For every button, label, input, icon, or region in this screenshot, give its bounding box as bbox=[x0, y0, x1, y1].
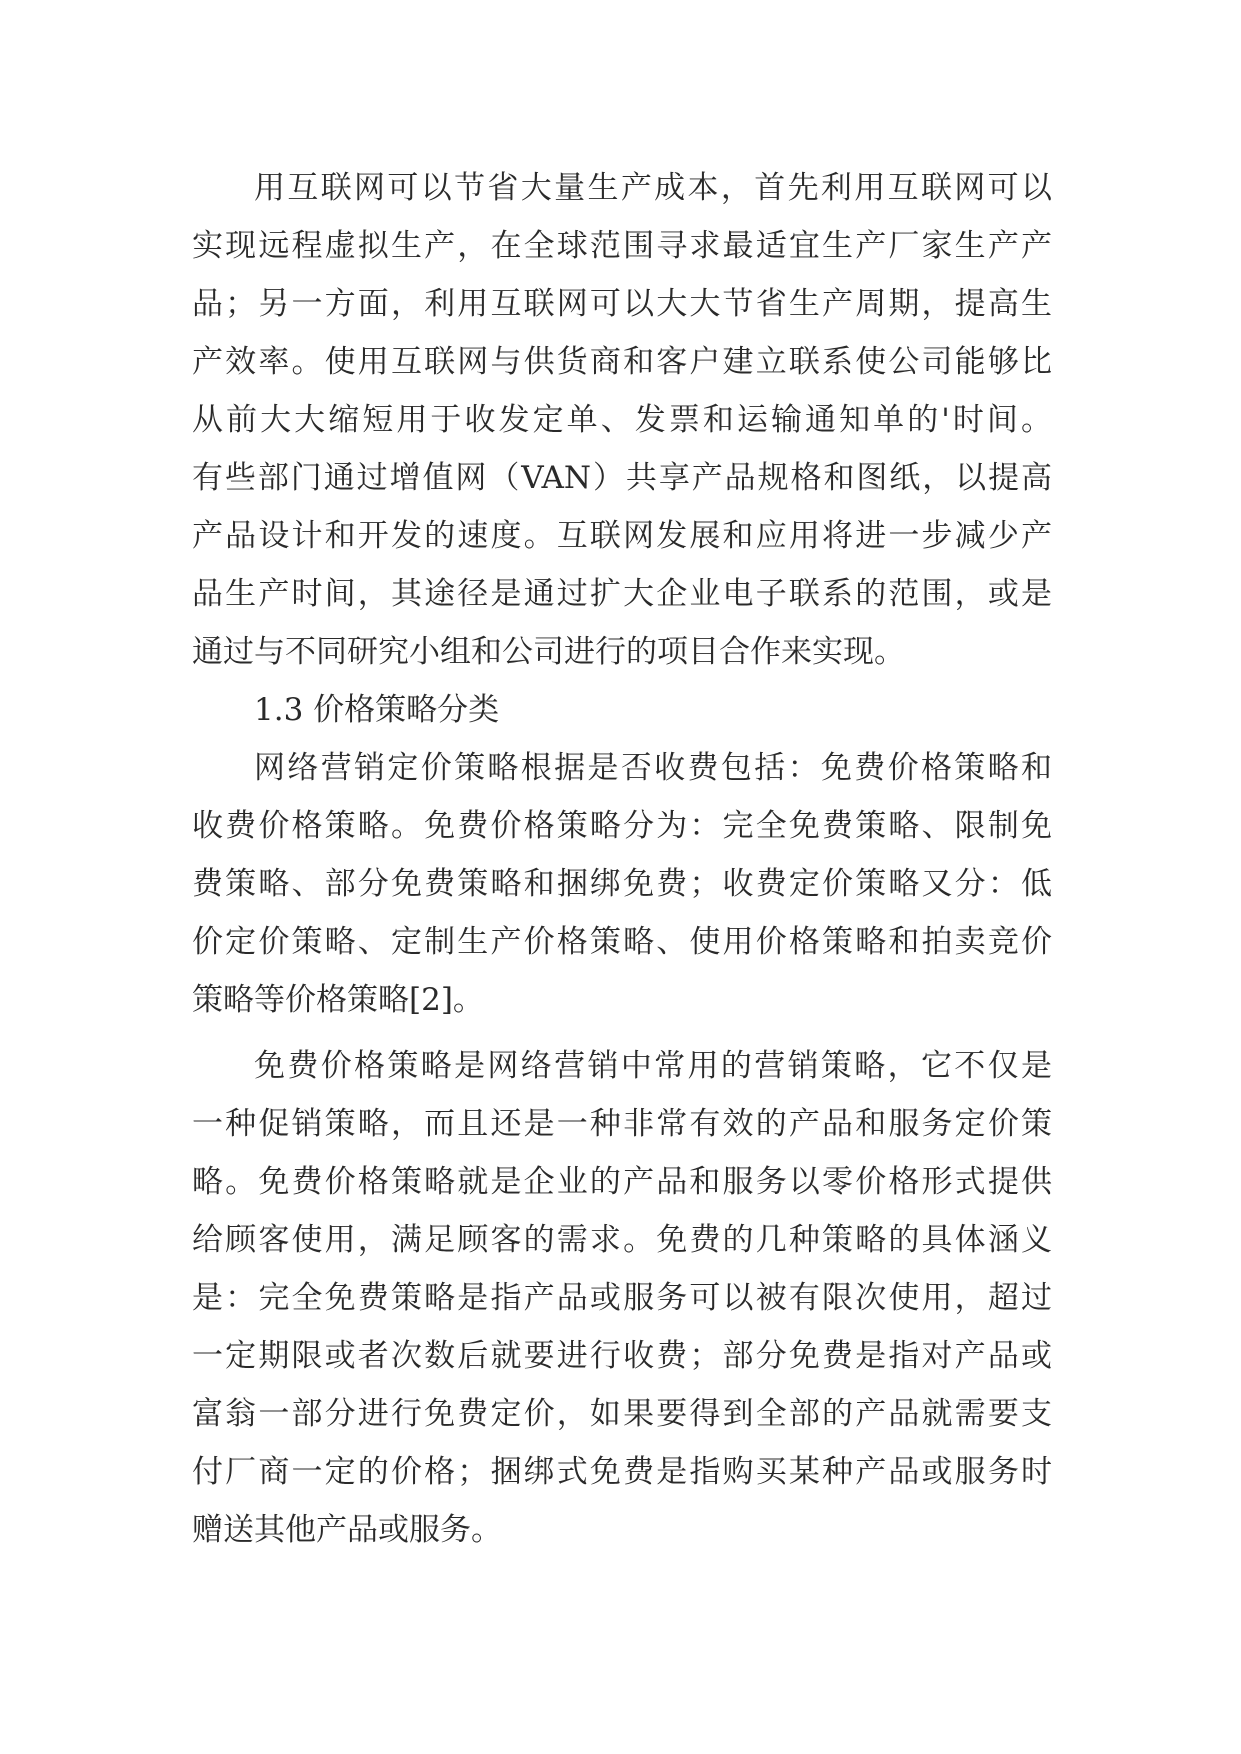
paragraph-line: 网络营销定价策略根据是否收费包括：免费价格策略和 bbox=[254, 750, 1052, 786]
paragraph-line: 付厂商一定的价格；捆绑式免费是指购买某种产品或服务时 bbox=[192, 1454, 1052, 1490]
paragraph-line: 产效率。使用互联网与供货商和客户建立联系使公司能够比 bbox=[192, 344, 1052, 380]
paragraph-line: 是：完全免费策略是指产品或服务可以被有限次使用，超过 bbox=[192, 1280, 1052, 1316]
paragraph-line: 产品设计和开发的速度。互联网发展和应用将进一步减少产 bbox=[192, 518, 1052, 554]
paragraph-line: 品；另一方面，利用互联网可以大大节省生产周期，提高生 bbox=[192, 286, 1052, 322]
paragraph-line: 品生产时间，其途径是通过扩大企业电子联系的范围，或是 bbox=[192, 576, 1052, 612]
paragraph-line: 一种促销策略，而且还是一种非常有效的产品和服务定价策 bbox=[192, 1106, 1052, 1142]
paragraph-line: 收费价格策略。免费价格策略分为：完全免费策略、限制免 bbox=[192, 808, 1052, 844]
paragraph-line: 免费价格策略是网络营销中常用的营销策略，它不仅是 bbox=[254, 1048, 1052, 1084]
paragraph-line: 价定价策略、定制生产价格策略、使用价格策略和拍卖竞价 bbox=[192, 924, 1052, 960]
paragraph-line: 费策略、部分免费策略和捆绑免费；收费定价策略又分：低 bbox=[192, 866, 1052, 902]
paragraph-line: 富翁一部分进行免费定价，如果要得到全部的产品就需要支 bbox=[192, 1396, 1052, 1432]
paragraph-line: 从前大大缩短用于收发定单、发票和运输通知单的'时间。 bbox=[192, 402, 1052, 438]
paragraph-line: 通过与不同研究小组和公司进行的项目合作来实现。 bbox=[192, 634, 905, 670]
paragraph-line: 略。免费价格策略就是企业的产品和服务以零价格形式提供 bbox=[192, 1164, 1052, 1200]
paragraph-line: 赠送其他产品或服务。 bbox=[192, 1512, 502, 1548]
paragraph-line: 一定期限或者次数后就要进行收费；部分免费是指对产品或 bbox=[192, 1338, 1052, 1374]
section-heading: 1.3 价格策略分类 bbox=[254, 692, 500, 728]
paragraph-line: 实现远程虚拟生产，在全球范围寻求最适宜生产厂家生产产 bbox=[192, 228, 1052, 264]
paragraph-line: 给顾客使用，满足顾客的需求。免费的几种策略的具体涵义 bbox=[192, 1222, 1052, 1258]
paragraph-line: 用互联网可以节省大量生产成本，首先利用互联网可以 bbox=[254, 170, 1052, 206]
paragraph-line: 策略等价格策略[2]。 bbox=[192, 982, 484, 1018]
paragraph-line: 有些部门通过增值网（VAN）共享产品规格和图纸，以提高 bbox=[192, 460, 1052, 496]
